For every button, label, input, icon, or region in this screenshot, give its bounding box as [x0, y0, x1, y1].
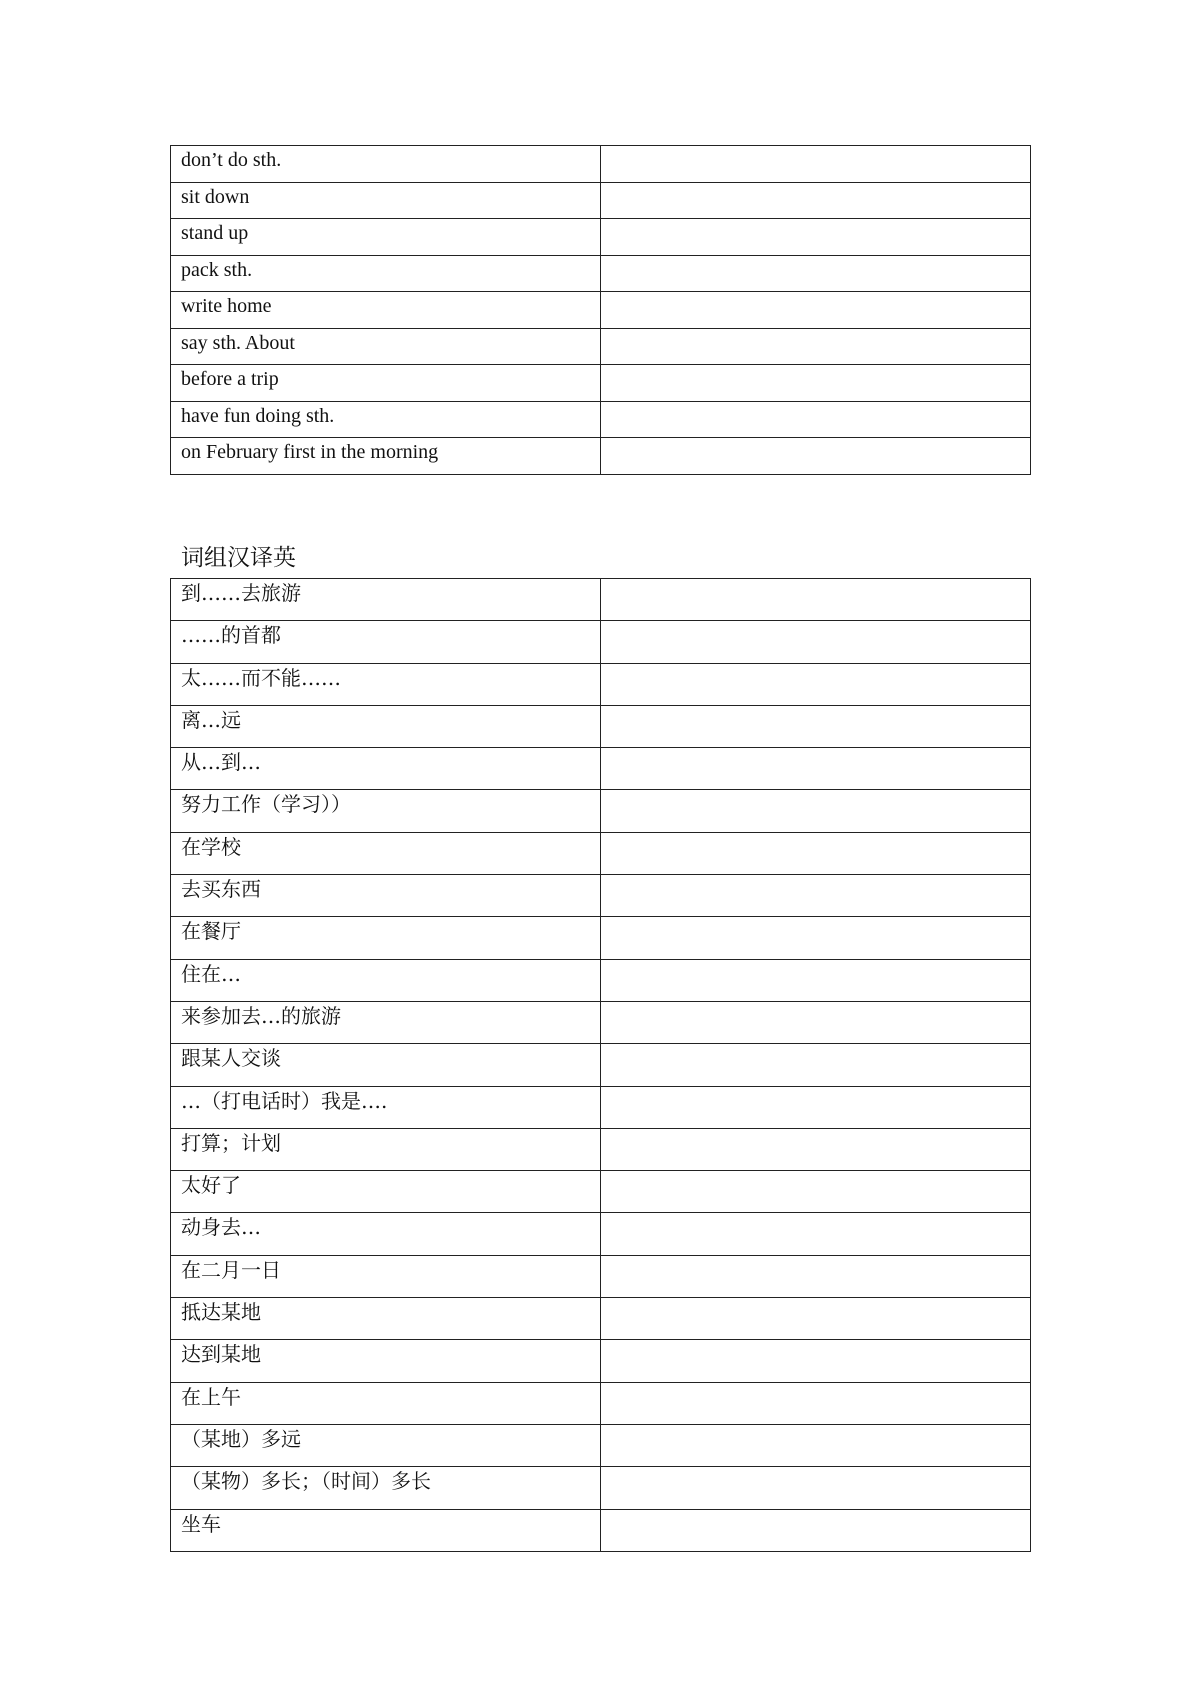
table-row — [171, 1255, 1031, 1297]
table-row — [171, 1044, 1031, 1086]
phrase-prompt-cell: pack sth. — [171, 255, 601, 292]
phrase-prompt-cell: 抵达某地 — [171, 1298, 601, 1340]
answer-blank-cell[interactable] — [601, 748, 1031, 790]
phrase-prompt-cell: （某地）多远 — [171, 1424, 601, 1466]
answer-blank-cell[interactable] — [601, 1044, 1031, 1086]
answer-blank-cell[interactable] — [601, 1509, 1031, 1551]
table-row — [171, 1086, 1031, 1128]
phrase-prompt-cell: 来参加去…的旅游 — [171, 1001, 601, 1043]
phrase-prompt-cell: 去买东西 — [171, 875, 601, 917]
table-row — [171, 1382, 1031, 1424]
table-row — [171, 748, 1031, 790]
phrase-prompt-cell: 太……而不能…… — [171, 663, 601, 705]
table-row — [171, 255, 1031, 292]
table-row — [171, 1340, 1031, 1382]
table-row — [171, 1467, 1031, 1509]
phrase-prompt-cell: 动身去… — [171, 1213, 601, 1255]
answer-blank-cell[interactable] — [601, 255, 1031, 292]
answer-blank-cell[interactable] — [601, 1255, 1031, 1297]
table-row — [171, 790, 1031, 832]
phrase-prompt-cell: 到……去旅游 — [171, 579, 601, 621]
table-row — [171, 1509, 1031, 1551]
answer-blank-cell[interactable] — [601, 146, 1031, 183]
phrase-prompt-cell: stand up — [171, 219, 601, 256]
phrase-prompt-cell: 在学校 — [171, 832, 601, 874]
answer-blank-cell[interactable] — [601, 875, 1031, 917]
chinese-to-english-table-body — [171, 579, 1031, 1552]
phrase-prompt-cell: 太好了 — [171, 1171, 601, 1213]
table-row — [171, 621, 1031, 663]
table-row — [171, 1424, 1031, 1466]
answer-blank-cell[interactable] — [601, 1213, 1031, 1255]
table-row — [171, 663, 1031, 705]
phrase-prompt-cell: sit down — [171, 182, 601, 219]
answer-blank-cell[interactable] — [601, 438, 1031, 475]
table-row — [171, 705, 1031, 747]
table-row — [171, 401, 1031, 438]
phrase-prompt-cell: on February first in the morning — [171, 438, 601, 475]
answer-blank-cell[interactable] — [601, 292, 1031, 329]
answer-blank-cell[interactable] — [601, 1298, 1031, 1340]
table-row — [171, 328, 1031, 365]
phrase-prompt-cell: 住在… — [171, 959, 601, 1001]
phrase-prompt-cell: before a trip — [171, 365, 601, 402]
phrase-prompt-cell: ……的首都 — [171, 621, 601, 663]
phrase-prompt-cell: （某物）多长；（时间）多长 — [171, 1467, 601, 1509]
table-row — [171, 959, 1031, 1001]
answer-blank-cell[interactable] — [601, 1086, 1031, 1128]
answer-blank-cell[interactable] — [601, 1128, 1031, 1170]
answer-blank-cell[interactable] — [601, 219, 1031, 256]
phrase-prompt-cell: 努力工作（学习）） — [171, 790, 601, 832]
phrase-prompt-cell: have fun doing sth. — [171, 401, 601, 438]
answer-blank-cell[interactable] — [601, 328, 1031, 365]
table-row — [171, 1298, 1031, 1340]
phrase-prompt-cell: don’t do sth. — [171, 146, 601, 183]
phrase-prompt-cell: 跟某人交谈 — [171, 1044, 601, 1086]
table-row — [171, 219, 1031, 256]
answer-blank-cell[interactable] — [601, 917, 1031, 959]
table-row — [171, 182, 1031, 219]
phrase-prompt-cell: 在餐厅 — [171, 917, 601, 959]
table-row — [171, 365, 1031, 402]
answer-blank-cell[interactable] — [601, 705, 1031, 747]
answer-blank-cell[interactable] — [601, 401, 1031, 438]
phrase-prompt-cell: …（打电话时）我是…. — [171, 1086, 601, 1128]
english-to-chinese-table — [170, 145, 1031, 475]
table-row — [171, 1171, 1031, 1213]
table-row — [171, 1001, 1031, 1043]
phrase-prompt-cell: 达到某地 — [171, 1340, 601, 1382]
answer-blank-cell[interactable] — [601, 1424, 1031, 1466]
section-heading-chinese-to-english: 词组汉译英 — [181, 545, 296, 571]
table-row — [171, 1128, 1031, 1170]
answer-blank-cell[interactable] — [601, 959, 1031, 1001]
table-row — [171, 1213, 1031, 1255]
answer-blank-cell[interactable] — [601, 832, 1031, 874]
phrase-prompt-cell: 坐车 — [171, 1509, 601, 1551]
phrase-prompt-cell: 打算；计划 — [171, 1128, 601, 1170]
table-row — [171, 832, 1031, 874]
table-row — [171, 917, 1031, 959]
answer-blank-cell[interactable] — [601, 1001, 1031, 1043]
table-row — [171, 875, 1031, 917]
answer-blank-cell[interactable] — [601, 790, 1031, 832]
answer-blank-cell[interactable] — [601, 1171, 1031, 1213]
answer-blank-cell[interactable] — [601, 579, 1031, 621]
phrase-prompt-cell: write home — [171, 292, 601, 329]
answer-blank-cell[interactable] — [601, 621, 1031, 663]
phrase-prompt-cell: 从…到… — [171, 748, 601, 790]
answer-blank-cell[interactable] — [601, 182, 1031, 219]
answer-blank-cell[interactable] — [601, 365, 1031, 402]
phrase-prompt-cell: 离…远 — [171, 705, 601, 747]
english-to-chinese-table-body — [171, 146, 1031, 475]
phrase-prompt-cell: 在上午 — [171, 1382, 601, 1424]
answer-blank-cell[interactable] — [601, 1340, 1031, 1382]
table-row — [171, 292, 1031, 329]
answer-blank-cell[interactable] — [601, 1382, 1031, 1424]
phrase-prompt-cell: 在二月一日 — [171, 1255, 601, 1297]
answer-blank-cell[interactable] — [601, 1467, 1031, 1509]
table-row — [171, 579, 1031, 621]
chinese-to-english-table — [170, 578, 1031, 1552]
table-row — [171, 438, 1031, 475]
phrase-prompt-cell: say sth. About — [171, 328, 601, 365]
table-row — [171, 146, 1031, 183]
answer-blank-cell[interactable] — [601, 663, 1031, 705]
